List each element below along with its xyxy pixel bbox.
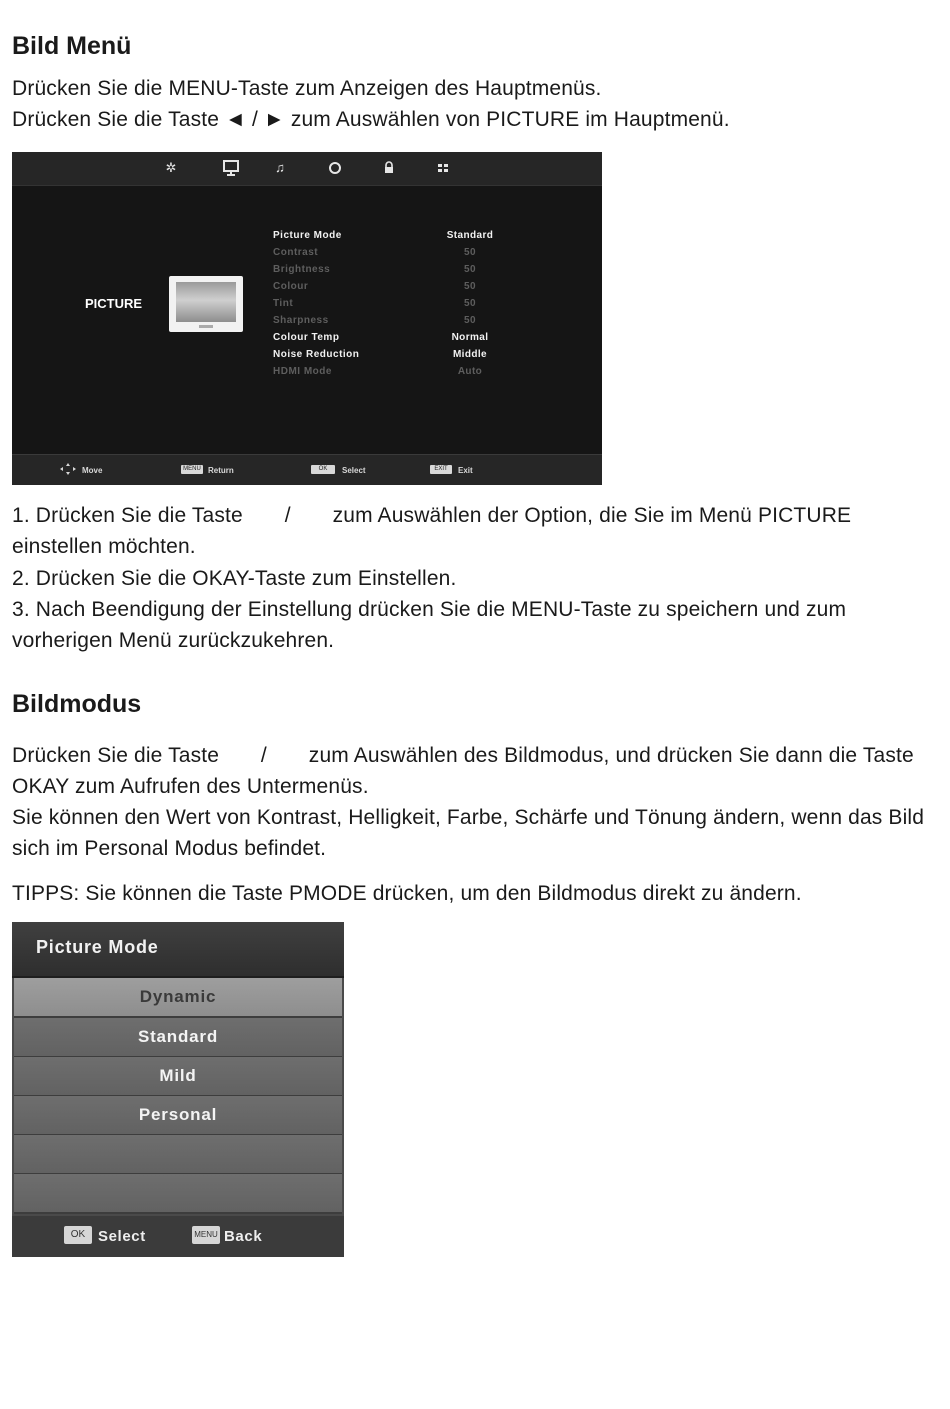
picture-tv-icon [169,276,243,332]
footer-select-label: Select [342,466,366,475]
footer-back-label: Back [224,1228,263,1245]
gear-icon[interactable]: ✲ [165,160,177,175]
menu-item-sharpness: Sharpness [273,315,329,326]
menu-item-colour: Colour [273,281,309,292]
lock-icon[interactable] [380,159,398,177]
menu-item-contrast: Contrast [273,247,319,258]
menu-value-noise-reduction: Middle [452,349,488,360]
step-2: 2. Drücken Sie die OKAY-Taste zum Einstellen. [12,567,457,590]
menu-key-icon: MENU [181,465,203,474]
footer-exit-label: Exit [458,466,473,475]
tip-text: TIPPS: Sie können die Taste PMODE drücken, um den Bildmodus direkt zu ändern. [12,882,802,905]
intro-line-2: Drücken Sie die Taste ◄ / ► zum Auswählen von PICTURE im Hauptmenü. [12,108,730,131]
option-personal[interactable]: Personal [14,1096,342,1136]
main-menu-screenshot [12,152,602,485]
music-note-icon[interactable]: ♫ [275,160,285,175]
menu-value-colour: 50 [464,281,476,292]
menu-item-hdmi-mode: HDMI Mode [273,366,332,377]
menu-item-tint: Tint [273,298,294,309]
option-standard[interactable]: Standard [14,1018,342,1058]
menu-item-brightness: Brightness [273,264,331,275]
picture-mode-screenshot [12,922,344,1257]
option-mild[interactable]: Mild [14,1057,342,1097]
move-arrows-icon [59,462,77,481]
menu-item-noise-reduction[interactable]: Noise Reduction [273,349,360,360]
ok-key-icon: OK [64,1226,92,1244]
menu-value-contrast: 50 [464,247,476,258]
clock-icon[interactable] [326,159,344,177]
menu-value-sharpness: 50 [464,315,476,326]
section-heading-bildmodus: Bildmodus [12,690,142,718]
ok-key-icon: OK [311,465,335,474]
step-3: 3. Nach Beendigung der Einstellung drücken Sie die MENU-Taste zu speichern und zum vorherigen Menü zurückzukehren. [12,598,847,652]
bildmodus-paragraph-1: Drücken Sie die Taste / zum Auswählen des Bildmodus, und drücken Sie dann die Taste OKAY zum Aufrufen des Untermenüs. [12,744,920,798]
footer-move-label: Move [82,466,103,475]
option-dynamic[interactable]: Dynamic [14,978,342,1018]
menu-footer-bar [12,454,602,485]
monitor-icon[interactable] [222,159,240,177]
exit-key-icon: EXIT [430,465,452,474]
section-heading-bild-menu: Bild Menü [12,32,132,60]
intro-line-1: Drücken Sie die MENU-Taste zum Anzeigen des Hauptmenüs. [12,77,602,100]
option-empty [14,1174,342,1214]
grid-icon[interactable] [434,159,452,177]
picture-mode-footer [12,1216,344,1257]
menu-value-brightness: 50 [464,264,476,275]
menu-category-label: PICTURE [85,296,143,311]
bildmodus-paragraph-2: Sie können den Wert von Kontrast, Helligkeit, Farbe, Schärfe und Tönung ändern, wenn das Bild sich im Personal Modus befindet. [12,806,925,860]
menu-key-icon: MENU [192,1226,220,1244]
menu-item-picture-mode[interactable]: Picture Mode [273,230,342,241]
menu-value-tint: 50 [464,298,476,309]
step-1: 1. Drücken Sie die Taste / zum Auswählen der Option, die Sie im Menü PICTURE einstellen möchten. [12,504,858,558]
menu-value-colour-temp: Normal [451,332,489,343]
menu-value-picture-mode: Standard [446,230,494,241]
picture-mode-title: Picture Mode [36,937,159,957]
footer-return-label: Return [208,466,234,475]
option-empty [14,1135,342,1175]
picture-mode-title-bar [12,922,344,978]
menu-item-colour-temp[interactable]: Colour Temp [273,332,340,343]
menu-value-hdmi-mode: Auto [457,366,483,377]
menu-tab-bar [12,152,602,186]
footer-select-label: Select [98,1228,146,1245]
